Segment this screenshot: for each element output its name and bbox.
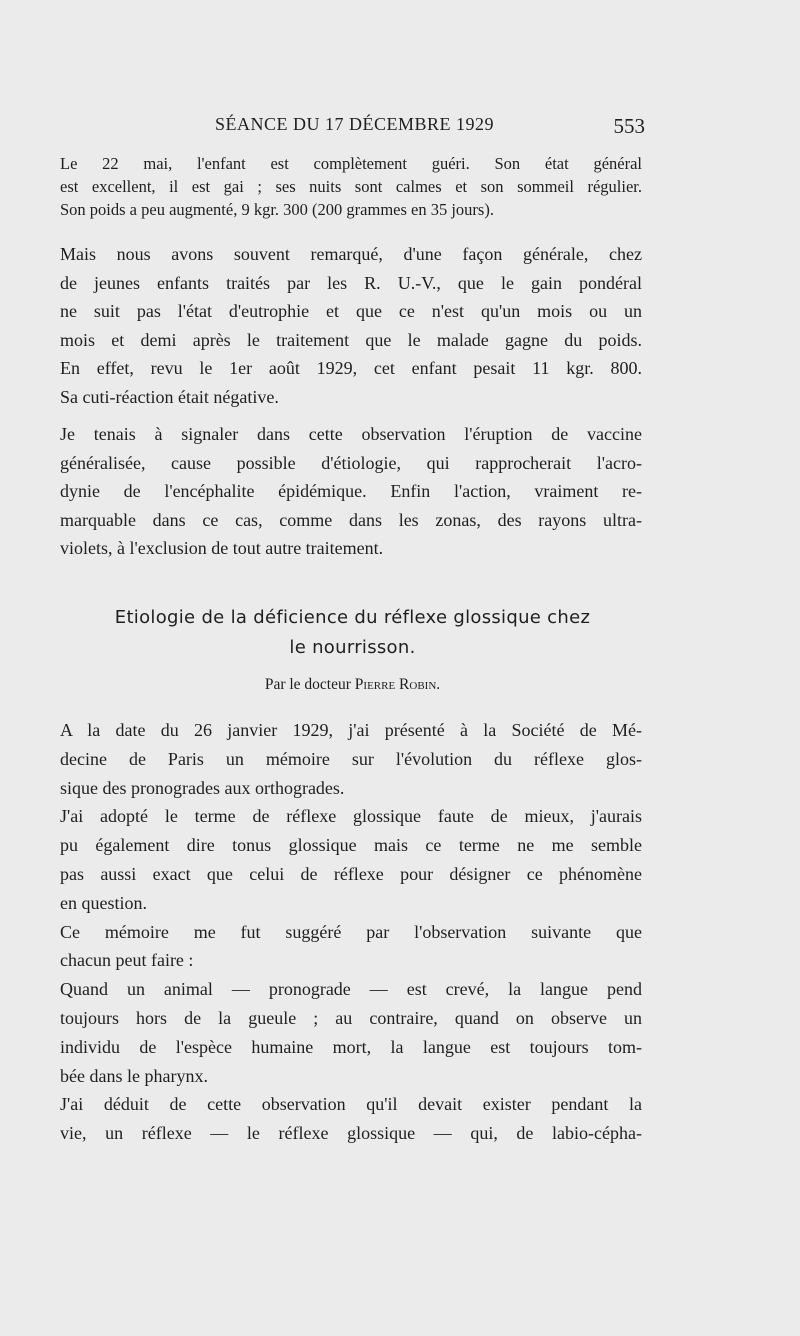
running-head: [60, 114, 645, 144]
text-line: Le 22 mai, l'enfant est complètement guéri. Son état général: [60, 154, 642, 173]
text-line: généralisée, cause possible d'étiologie, qui rapprocherait l'acro-: [60, 452, 642, 473]
text-line: individu de l'espèce humaine mort, la langue est toujours tom-: [60, 1036, 642, 1057]
text-line: vie, un réflexe — le réflexe glossique — qui, de labio-cépha-: [60, 1123, 642, 1144]
text-line: J'ai déduit de cette observation qu'il devait exister pendant la: [60, 1094, 642, 1115]
paragraph-article-body: [60, 716, 642, 1148]
running-head-title: SÉANCE DU 17 DÉCEMBRE 1929: [215, 114, 495, 134]
text-line: bée dans le pharynx.: [60, 1065, 208, 1086]
text-line: de jeunes enfants traités par les R. U.-V., que le gain pondéral: [60, 272, 642, 293]
text-line: pu également dire tonus glossique mais ce terme ne me semble: [60, 835, 642, 856]
page-number: 553: [613, 114, 645, 138]
text-line: violets, à l'exclusion de tout autre traitement.: [60, 538, 384, 558]
author-name: Pierre Robin.: [354, 676, 441, 693]
section-title-line: le nourrisson.: [289, 637, 416, 658]
text-line: chacun peut faire :: [60, 950, 194, 971]
text-line: A la date du 26 janvier 1929, j'ai présenté à la Société de Mé-: [60, 720, 642, 740]
text-line: Ce mémoire me fut suggéré par l'observation suivante que: [60, 921, 642, 942]
paragraph-conclusion: [60, 420, 642, 563]
text-line: marquable dans ce cas, comme dans les zonas, des rayons ultra-: [60, 509, 642, 530]
text-line: Quand un animal — pronograde — est crevé, la langue pend: [60, 979, 642, 1000]
author-byline: [60, 676, 645, 694]
paragraph-recovery: [60, 152, 642, 221]
text-line: sique des pronogrades aux orthogrades.: [60, 777, 345, 798]
text-line: Sa cuti-réaction était négative.: [60, 386, 279, 407]
text-line: Je tenais à signaler dans cette observation l'éruption de vaccine: [60, 424, 642, 444]
text-line: mois et demi après le traitement que le malade gagne du poids.: [60, 329, 642, 350]
text-line: Mais nous avons souvent remarqué, d'une façon générale, chez: [60, 244, 642, 264]
text-line: en question.: [60, 892, 147, 913]
text-line: J'ai adopté le terme de réflexe glossique faute de mieux, j'aurais: [60, 806, 642, 827]
text-line: ne suit pas l'état d'eutrophie et que ce n'est qu'un mois ou un: [60, 301, 642, 321]
byline-prefix: Par le docteur: [264, 676, 351, 693]
text-line: dynie de l'encéphalite épidémique. Enfin l'action, vraiment re-: [60, 481, 642, 501]
text-line: toujours hors de la gueule ; au contraire, quand on observe un: [60, 1007, 642, 1028]
text-line: En effet, revu le 1er août 1929, cet enfant pesait 11 kgr. 800.: [60, 358, 642, 378]
section-title-line: Etiologie de la déficience du réflexe glossique chez: [114, 607, 591, 628]
text-line: pas aussi exact que celui de réflexe pour désigner ce phénomène: [60, 863, 642, 884]
paragraph-weight: [60, 240, 642, 411]
text-line: decine de Paris un mémoire sur l'évolution du réflexe glos-: [60, 748, 642, 769]
section-title: [60, 603, 645, 663]
text-line: Son poids a peu augmenté, 9 kgr. 300 (200 grammes en 35 jours).: [60, 200, 494, 219]
text-line: est excellent, il est gai ; ses nuits sont calmes et son sommeil régulier.: [60, 177, 642, 196]
